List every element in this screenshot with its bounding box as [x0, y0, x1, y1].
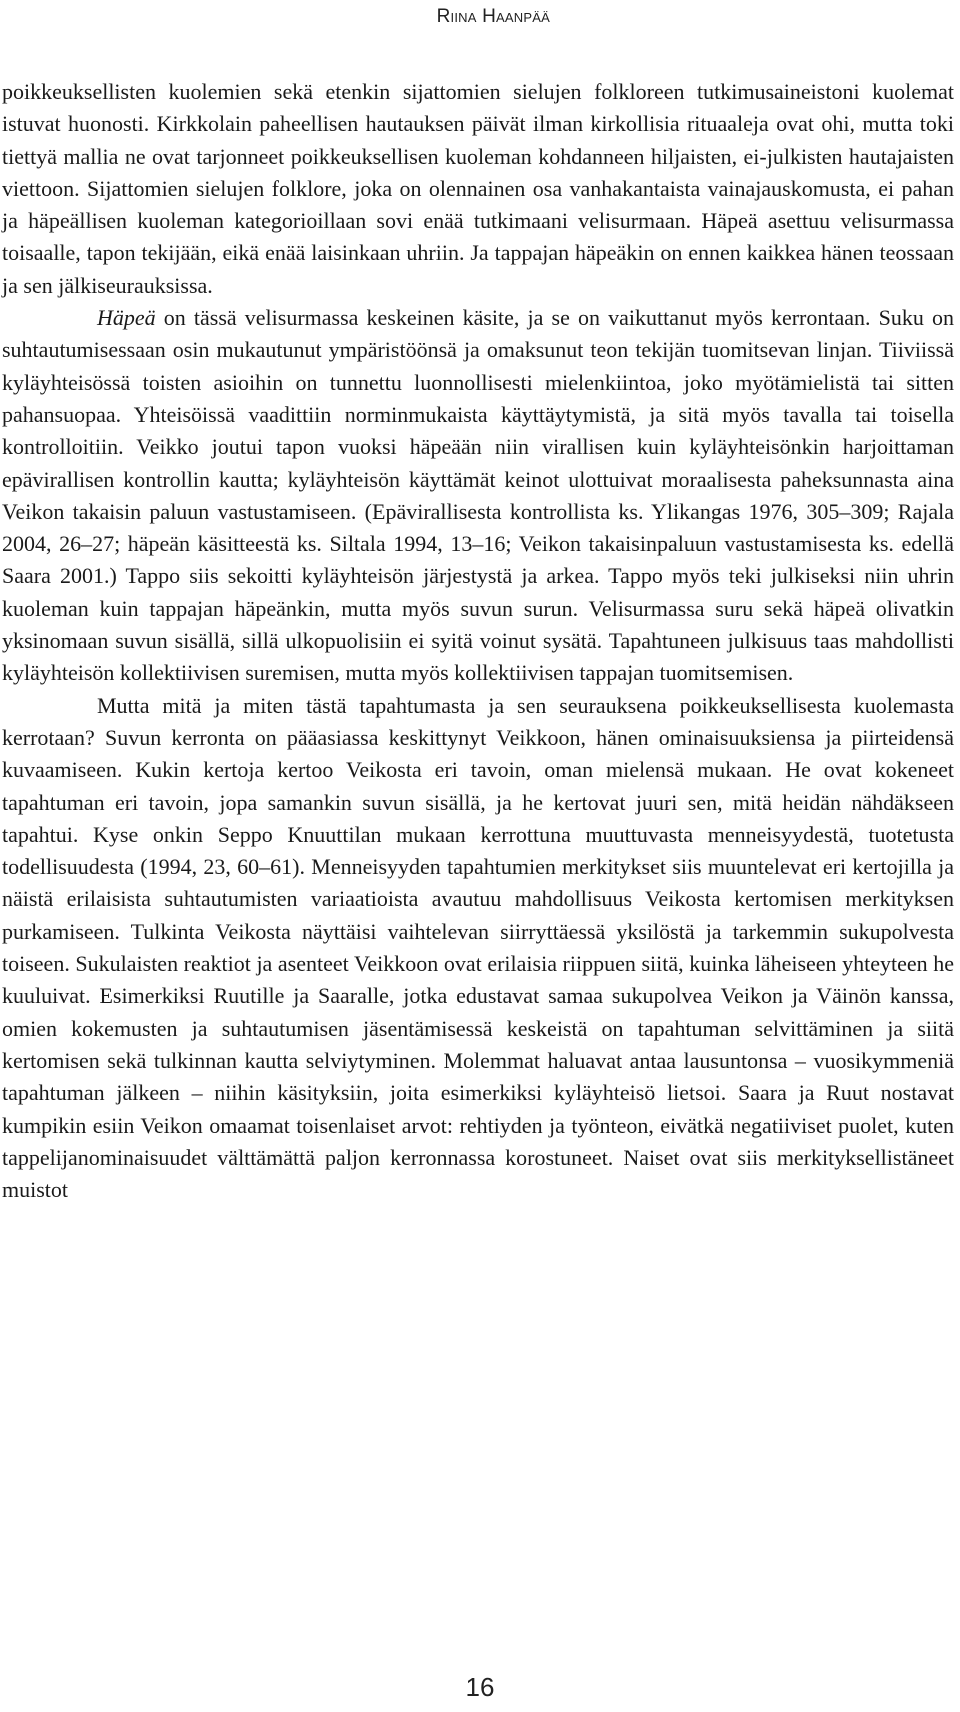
paragraph-2-text: on tässä velisurmassa keskeinen käsite, ja se on vaikuttanut myös kerrontaan. Suku on suhtautumisessaan osin mukautunut ympäristöönsä ja omaksunut teon tekijän tuomitsevan linjan. Tiiviissä kyläyhteisössä toisten asioihin on tunnettu luonnollisesti mielenkiintoa, joko myötämielistä tai sitten pahansuopaa. Yhteisöissä vaadittiin norminmukaista käyttäytymistä, ja sitä myös tavalla tai toisella kontrolloitiin. Veikko joutui tapon vuoksi häpeään niin virallisen kuin kyläyhteisönkin harjoittaman epävirallisen kontrollin kautta; kyläyhteisön käyttämät keinot ulottuivat moraalisesta paheksunnasta aina Veikon takaisin paluun vastustamiseen. (Epävirallisesta kontrollista ks. Ylikangas 1976, 305–309; Rajala 2004, 26–27; häpeän käsitteestä ks. Siltala 1994, 13–16; Veikon takaisinpaluun vastustamisesta ks. edellä Saara 2001.) Tappo siis sekoitti kyläyhteisön järjestystä ja arkea. Tappo myös teki julkiseksi niin uhrin kuoleman kuin tappajan häpeänkin, mutta myös suvun surun. Velisurmassa suru sekä häpeä olivatkin yksinomaan suvun sisällä, sillä ulkopuolisiin ei syitä voinut sysätä. Tapahtuneen julkisuus taas mahdollisti kyläyhteisön kollektiivisen suremisen, mutta myös kollektiivisen tappajan tuomitsemisen.	[2, 305, 954, 686]
paragraph-1: poikkeuksellisten kuolemien sekä etenkin sijattomien sielujen folkloreen tutkimusaineistoni kuolemat istuvat huonosti. Kirkkolain paheellisen hautauksen päivät ilman kirkollisia rituaaleja ovat ohi, mutta toki tiettyä mallia ne ovat tarjonneet poikkeuksellisen kuoleman kohdanneen hiljaisten, ei-julkisten hautajaisten viettoon. Sijattomien sielujen folklore, joka on olennainen osa vanhakantaista vainajauskomusta, ei pahan ja häpeällisen kuoleman kategorioillaan sovi enää tutkimaani velisurmaan. Häpeä asettuu velisurmassa toisaalle, tapon tekijään, eikä enää laisinkaan uhriin. Ja tappajan häpeäkin on ennen kaikkea hänen teossaan ja sen jälkiseurauksissa.	[2, 79, 954, 298]
paragraph-2	[2, 302, 954, 690]
page-number: 16	[465, 1672, 495, 1702]
body-text	[2, 76, 954, 1206]
emphasis-hapea: Häpeä	[97, 305, 156, 331]
running-header: Riina Haanpää	[436, 6, 550, 27]
paragraph-3: Mutta mitä ja miten tästä tapahtumasta ja sen seurauksena poikkeuksellisesta kuolemasta kerrotaan? Suvun kerronta on pääasiassa keskittynyt Veikkoon, hänen ominaisuuksiensa ja piirteidensä kuvaamiseen. Kukin kertoja kertoo Veikosta eri tavoin, oman mielensä mukaan. He ovat kokeneet tapahtuman eri tavoin, jopa samankin suvun sisällä, ja he kertovat juuri sen, mitä heidän nähdäkseen tapahtui. Kyse onkin Seppo Knuuttilan mukaan kerrottuna muuttuvasta menneisyydestä, tuotetusta todellisuudesta (1994, 23, 60–61). Menneisyyden tapahtumien merkitykset siis muuntelevat eri kertojilla ja näistä erilaisista suhtautumisten variaatioista avautuu mahdollisuus Veikosta kertomisen merkityksen purkamiseen. Tulkinta Veikosta näyttäisi vaihtelevan siirryttäessä yksilöstä ja tarkemmin sukupolvesta toiseen. Sukulaisten reaktiot ja asenteet Veikkoon ovat erilaisia riippuen siitä, kuinka läheiseen yhteyteen he kuuluivat. Esimerkiksi Ruutille ja Saaralle, jotka edustavat samaa sukupolvea Veikon ja Väinön kanssa, omien kokemusten ja suhtautumisen jäsentämisessä keskeistä on tapahtuman selvittäminen ja siitä kertomisen sekä tulkinnan kautta selviytyminen. Molemmat haluavat antaa lausuntonsa – vuosikymmeniä tapahtuman jälkeen – niihin käsityksiin, joita esimerkiksi kyläyhteisö lietsoi. Saara ja Ruut nostavat kumpikin esiin Veikon omaamat toisenlaiset arvot: rehtiyden ja työnteon, eivätkä negatiiviset puolet, kuten tappelijanominaisuudet välttämättä paljon kerronnassa korostuneet. Naiset ovat siis merkityksellistäneet muistot	[2, 692, 954, 1203]
